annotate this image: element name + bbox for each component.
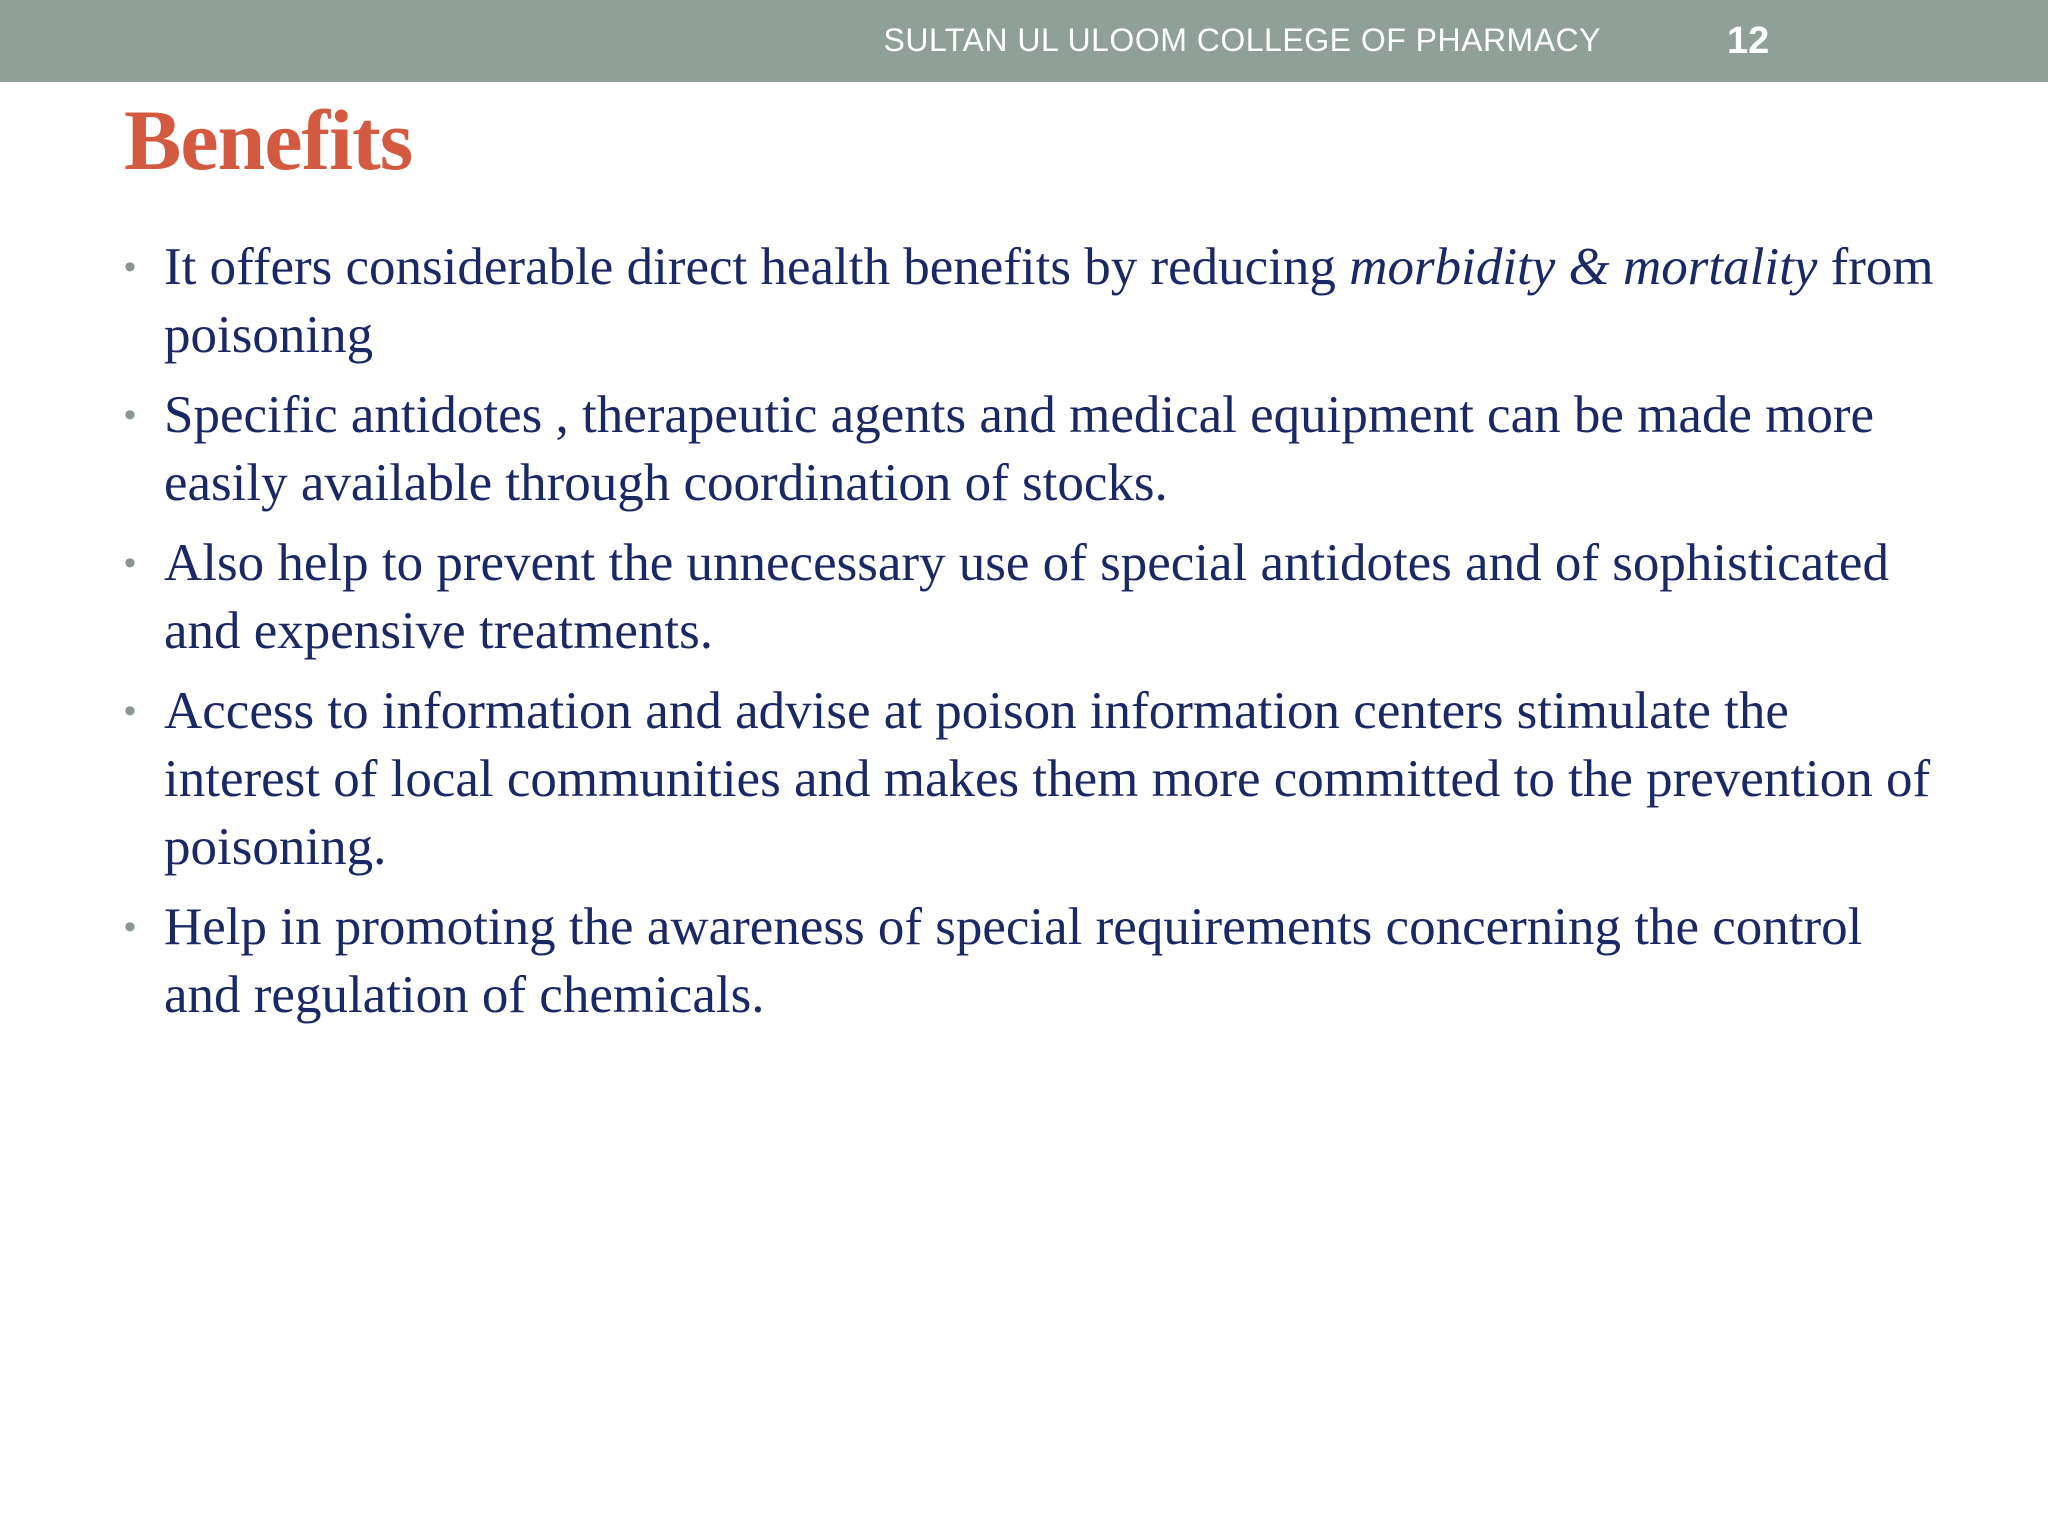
bullet-text-italic: morbidity & mortality bbox=[1349, 238, 1818, 296]
bullet-dot-icon: • bbox=[124, 396, 136, 434]
bullet-text: Also help to prevent the unnecessary use of special antidotes and of sophisticated and expensive treatments. bbox=[164, 534, 1889, 660]
bullet-text: from poisoning bbox=[164, 238, 1934, 364]
bullet-item bbox=[124, 233, 1944, 369]
bullet-text: Specific antidotes , therapeutic agents and medical equipment can be made more easily available through coordination of stocks. bbox=[164, 386, 1875, 512]
bullet-text: Access to information and advise at poison information centers stimulate the interest of local communities and makes them more committed to the prevention of poisoning. bbox=[164, 682, 1931, 876]
slide-title: Benefits bbox=[124, 92, 413, 188]
college-name: SULTAN UL ULOOM COLLEGE OF PHARMACY bbox=[883, 22, 1601, 58]
bullet-text: Help in promoting the awareness of special requirements concerning the control and regulation of chemicals. bbox=[164, 898, 1863, 1024]
bullet-dot-icon: • bbox=[124, 248, 136, 286]
bullet-item bbox=[124, 677, 1944, 881]
bullet-dot-icon: • bbox=[124, 692, 136, 730]
bullet-dot-icon: • bbox=[124, 544, 136, 582]
bullet-list bbox=[124, 233, 1944, 1041]
bullet-text: It offers considerable direct health benefits by reducing bbox=[164, 238, 1350, 296]
bullet-item bbox=[124, 893, 1944, 1029]
bullet-item bbox=[124, 529, 1944, 665]
header-bar bbox=[0, 0, 2048, 82]
page-number: 12 bbox=[1727, 20, 1770, 62]
bullet-item bbox=[124, 381, 1944, 517]
bullet-dot-icon: • bbox=[124, 908, 136, 946]
